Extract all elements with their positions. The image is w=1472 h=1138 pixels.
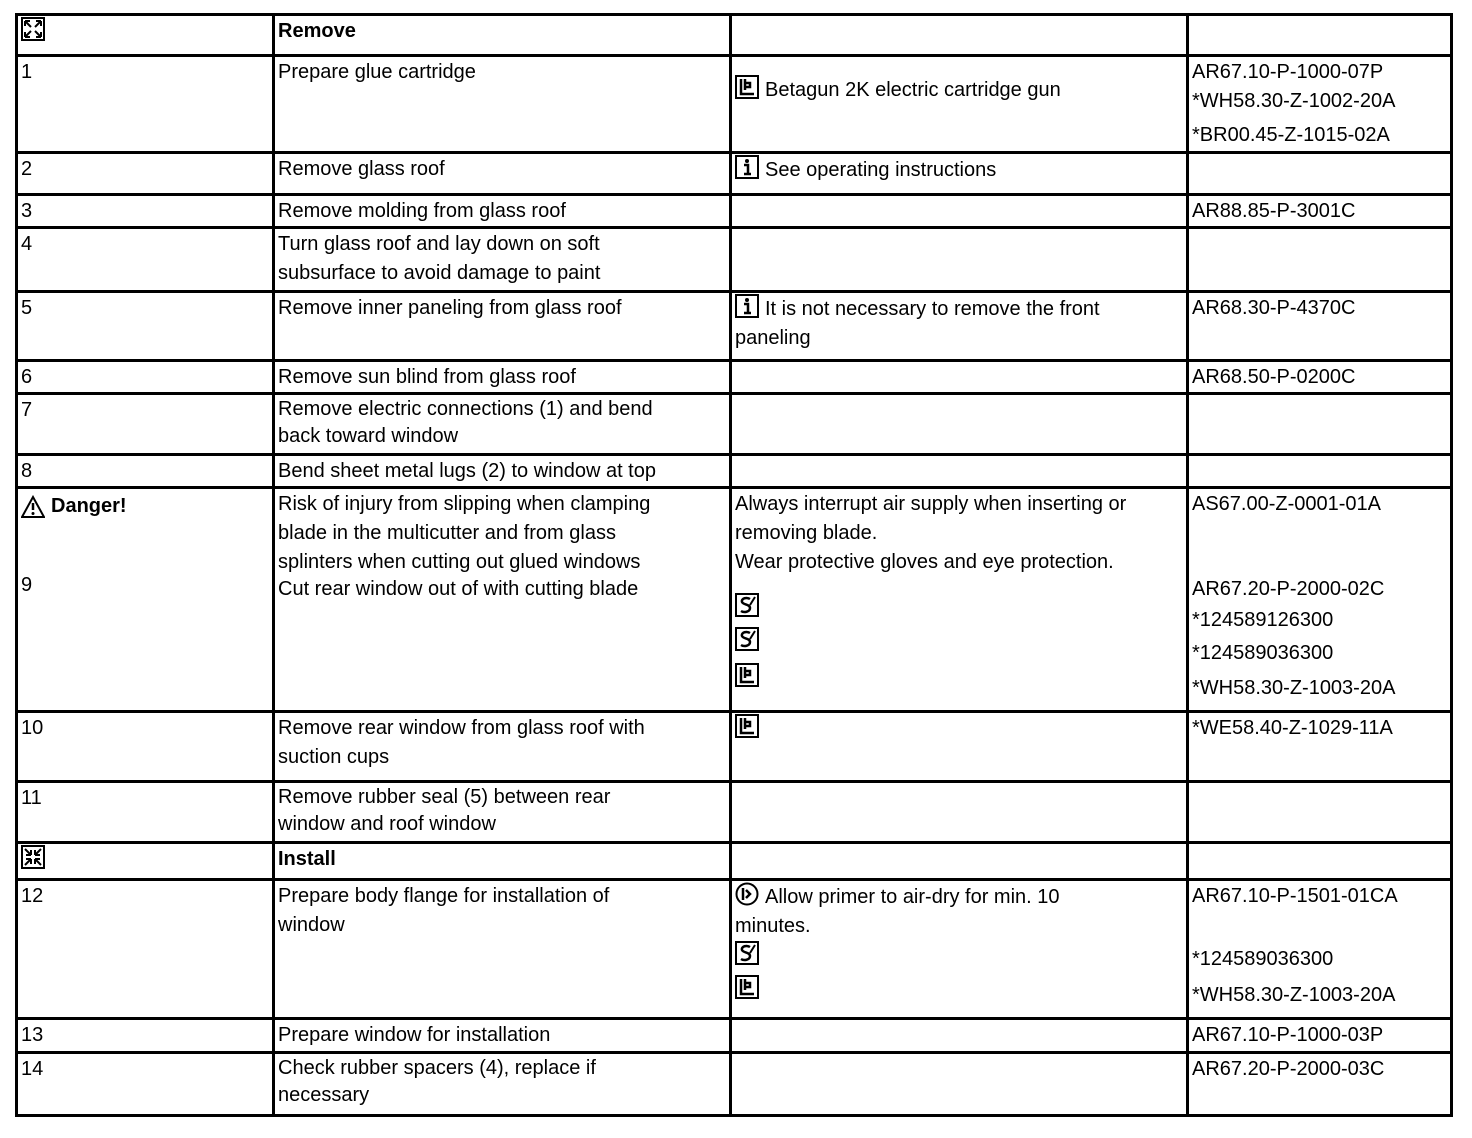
action-line: Cut rear window out of with cutting blade [278, 578, 639, 600]
ref-cell [1188, 880, 1452, 1019]
step-number: 13 [17, 1019, 274, 1053]
ref-cell [1188, 455, 1452, 488]
ref-link[interactable]: AR67.20-P-2000-02C [1192, 578, 1385, 600]
step-number: 7 [17, 394, 274, 455]
action-line: Turn glass roof and lay down on soft [278, 233, 600, 255]
procedure-table [15, 13, 1453, 1117]
step-number: 2 [17, 153, 274, 195]
action-text: Remove molding from glass roof [274, 195, 731, 228]
ref-link[interactable]: AR67.10-P-1000-03P [1188, 1019, 1452, 1053]
danger-label: Danger! [51, 495, 127, 517]
table-row [17, 1019, 1452, 1053]
action-text [274, 712, 731, 782]
table-row [17, 292, 1452, 361]
action-text: Bend sheet metal lugs (2) to window at top [274, 455, 731, 488]
note-cell [731, 394, 1188, 455]
action-text [274, 394, 731, 455]
action-line: window and roof window [278, 813, 496, 835]
info-icon [735, 294, 759, 318]
note-cell [731, 153, 1188, 195]
action-text [274, 782, 731, 843]
action-text [274, 1053, 731, 1116]
risk-line: blade in the multicutter and from glass [278, 522, 616, 544]
ref-link[interactable]: AR68.30-P-4370C [1188, 292, 1452, 361]
step-number: 14 [17, 1053, 274, 1116]
risk-line: splinters when cutting out glued windows [278, 551, 641, 573]
special-tool-icon [735, 941, 759, 965]
info-note: See operating instructions [765, 159, 997, 181]
ref-link[interactable]: *WH58.30-Z-1003-20A [1192, 677, 1396, 699]
safety-line: Wear protective gloves and eye protection. [735, 551, 1114, 573]
section-row-install [17, 843, 1452, 880]
step-number: 1 [17, 56, 274, 153]
action-line: Check rubber spacers (4), replace if [278, 1057, 596, 1079]
action-text: Remove inner paneling from glass roof [274, 292, 731, 361]
step-number: 5 [17, 292, 274, 361]
table-row [17, 228, 1452, 292]
section-title-remove: Remove [274, 15, 731, 56]
ref-cell [1188, 488, 1452, 712]
table-row [17, 880, 1452, 1019]
info-note: It is not necessary to remove the front [765, 298, 1100, 320]
ref-link[interactable]: AS67.00-Z-0001-01A [1192, 493, 1382, 515]
action-text [274, 880, 731, 1019]
note-cell [731, 455, 1188, 488]
ref-link[interactable]: AR67.10-P-1501-01CA [1192, 885, 1398, 907]
action-text: Prepare glue cartridge [274, 56, 731, 153]
drying-note: minutes. [735, 915, 811, 937]
drying-note: Allow primer to air-dry for min. 10 [765, 886, 1060, 908]
step-number: 11 [17, 782, 274, 843]
section-title-install: Install [274, 843, 731, 880]
note-cell [731, 843, 1188, 880]
note-cell [731, 361, 1188, 394]
step-cell [17, 15, 274, 56]
table-row [17, 153, 1452, 195]
step-number: 9 [21, 574, 33, 596]
step-number: 8 [17, 455, 274, 488]
ref-cell [1188, 228, 1452, 292]
table-row [17, 195, 1452, 228]
action-line: Prepare body flange for installation of [278, 885, 610, 907]
part-number-icon [735, 714, 759, 738]
action-line: window [278, 914, 345, 936]
action-line: suction cups [278, 746, 390, 768]
ref-link[interactable]: AR88.85-P-3001C [1188, 195, 1452, 228]
table-row [17, 56, 1452, 153]
action-line: Remove electric connections (1) and bend [278, 398, 653, 420]
ref-link[interactable]: *BR00.45-Z-1015-02A [1192, 124, 1390, 146]
note-cell [731, 292, 1188, 361]
step-number: 4 [17, 228, 274, 292]
note-cell [731, 15, 1188, 56]
special-tool-icon [735, 627, 759, 651]
note-cell [731, 1053, 1188, 1116]
ref-cell [1188, 56, 1452, 153]
ref-link[interactable]: AR68.50-P-0200C [1188, 361, 1452, 394]
step-number: 10 [17, 712, 274, 782]
table-row [17, 712, 1452, 782]
info-note: paneling [735, 327, 811, 349]
collapse-arrows-icon [21, 845, 45, 869]
section-row-remove [17, 15, 1452, 56]
action-text: Prepare window for installation [274, 1019, 731, 1053]
action-text: Remove sun blind from glass roof [274, 361, 731, 394]
info-icon [735, 155, 759, 179]
part-number-icon [735, 663, 759, 687]
ref-link[interactable]: *WH58.30-Z-1002-20A [1192, 90, 1396, 112]
step-number: 12 [17, 880, 274, 1019]
table-row [17, 394, 1452, 455]
ref-link[interactable]: *124589036300 [1192, 642, 1334, 664]
table-row [17, 488, 1452, 712]
ref-cell [1188, 394, 1452, 455]
step-cell [17, 843, 274, 880]
expand-arrows-icon [21, 17, 45, 41]
note-cell [731, 56, 1188, 153]
drying-time-icon [735, 882, 759, 906]
note-cell [731, 782, 1188, 843]
action-text [274, 228, 731, 292]
part-number-icon [735, 975, 759, 999]
ref-link[interactable]: *WE58.40-Z-1029-11A [1188, 712, 1452, 782]
ref-link[interactable]: *124589126300 [1192, 609, 1334, 631]
note-cell [731, 488, 1188, 712]
note-cell [731, 880, 1188, 1019]
ref-link[interactable]: *WH58.30-Z-1003-20A [1192, 984, 1396, 1006]
action-text [274, 488, 731, 712]
step-number: 6 [17, 361, 274, 394]
action-line: Remove rubber seal (5) between rear [278, 786, 611, 808]
safety-line: removing blade. [735, 522, 878, 544]
ref-link[interactable]: *124589036300 [1192, 948, 1334, 970]
note-cell [731, 195, 1188, 228]
ref-link[interactable]: AR67.10-P-1000-07P [1192, 61, 1384, 83]
tool-name: Betagun 2K electric cartridge gun [765, 79, 1061, 101]
action-line: subsurface to avoid damage to paint [278, 262, 601, 284]
table-row [17, 455, 1452, 488]
risk-line: Risk of injury from slipping when clamping [278, 493, 651, 515]
step-number: 3 [17, 195, 274, 228]
note-cell [731, 1019, 1188, 1053]
warning-triangle-icon [21, 495, 45, 519]
ref-link[interactable]: AR67.20-P-2000-03C [1188, 1053, 1452, 1116]
ref-cell [1188, 153, 1452, 195]
note-cell [731, 228, 1188, 292]
note-cell [731, 712, 1188, 782]
safety-line: Always interrupt air supply when inserting or [735, 493, 1127, 515]
table-row [17, 1053, 1452, 1116]
action-line: Remove rear window from glass roof with [278, 717, 645, 739]
ref-cell [1188, 782, 1452, 843]
part-number-icon [735, 75, 759, 99]
table-row [17, 361, 1452, 394]
action-text: Remove glass roof [274, 153, 731, 195]
ref-cell [1188, 843, 1452, 880]
ref-cell [1188, 15, 1452, 56]
action-line: back toward window [278, 425, 459, 447]
step-cell [17, 488, 274, 712]
table-row [17, 782, 1452, 843]
action-line: necessary [278, 1084, 370, 1106]
special-tool-icon [735, 593, 759, 617]
